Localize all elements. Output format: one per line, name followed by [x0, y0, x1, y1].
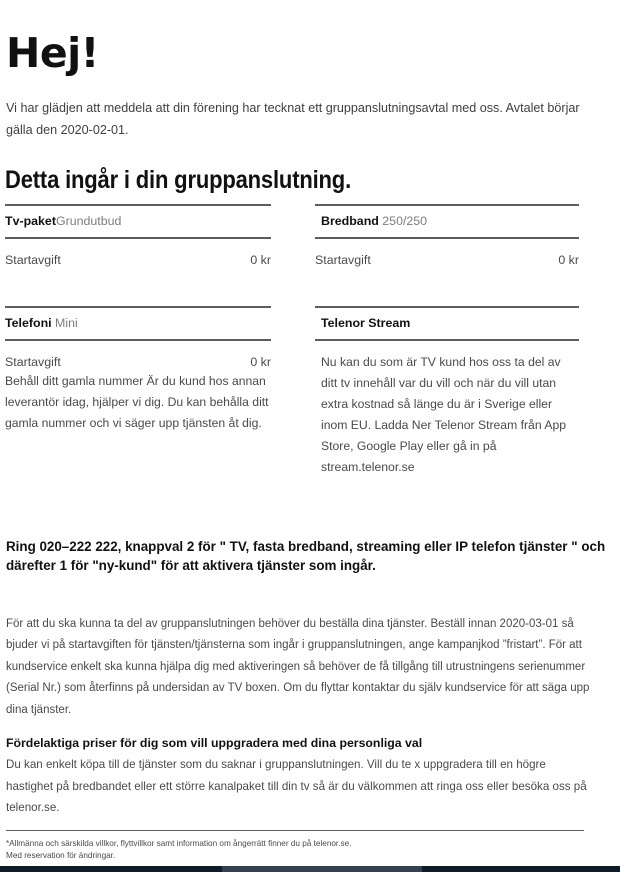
fee-value: 0 kr	[558, 253, 579, 267]
service-variant: 250/250	[382, 214, 428, 228]
service-fee-row	[5, 341, 271, 371]
footer-divider	[6, 830, 584, 831]
service-fee-row	[5, 239, 271, 269]
fee-value: 0 kr	[250, 355, 271, 369]
fee-value: 0 kr	[250, 253, 271, 267]
service-fee-row	[315, 239, 579, 269]
service-header	[5, 306, 271, 341]
footer-line-2: Med reservation för ändringar.	[6, 851, 116, 860]
upgrade-section	[6, 734, 594, 819]
service-name: Bredband	[321, 214, 379, 228]
service-box-telenor-stream	[315, 306, 579, 478]
service-box-bredband	[315, 204, 579, 269]
service-note: Behåll ditt gamla nummer Är du kund hos annan leverantör idag, hjälper vi dig. Du kan behålla ditt gamla nummer och vi säger upp tjänsten åt dig.	[5, 374, 269, 430]
upgrade-body: Du kan enkelt köpa till de tjänster som du saknar i gruppanslutningen. Vill du te x uppgradera till en högre hastighet på bredbandet eller ett större kanalpaket till din tv så är du välkommen att ringa oss eller besöka oss på telenor.se.	[6, 758, 587, 814]
footer-disclaimer	[6, 838, 586, 862]
upgrade-heading: Fördelaktiga priser för dig som vill uppgradera med dina personliga val	[6, 736, 423, 750]
service-header	[315, 306, 579, 341]
service-box-tv-paket	[5, 204, 271, 269]
body-paragraph-ordering: För att du ska kunna ta del av gruppanslutningen behöver du beställa dina tjänster. Beställ innan 2020-03-01 så bjuder vi på startavgiften för tjänsten/tjänsterna som ingår i gruppanslutningen, ange kampanjkod ”fristart”. För att kundservice enkelt ska kunna hjälpa dig med aktiveringen så behöver de få tillgång till utrustningens serienummer (Serial Nr.) som återfinns på undersidan av TV boxen. Om du flyttar kontaktar du själv kundservice för att säga upp dina tjänster.	[6, 617, 590, 716]
service-header	[315, 204, 579, 239]
bottom-band-highlight	[222, 866, 422, 872]
call-to-action-heading: Ring 020–222 222, knappval 2 för " TV, fasta bredband, streaming eller IP telefon tjänster " och därefter 1 för "ny-kund" för att aktivera tjänster som ingår.	[6, 539, 606, 574]
service-variant: Grundutbud	[55, 214, 122, 228]
service-header	[5, 204, 271, 239]
service-name: Tv-paket	[5, 214, 56, 228]
fee-label: Startavgift	[315, 253, 371, 267]
fee-label: Startavgift	[5, 253, 61, 267]
service-variant: Mini	[55, 316, 78, 330]
section-heading-included-services: Detta ingår i din gruppanslutning.	[5, 165, 352, 194]
intro-paragraph: Vi har glädjen att meddela att din förening har tecknat ett gruppanslutningsavtal med oss. Avtalet börjar gälla den 2020-02-01.	[6, 100, 580, 137]
page-title: Hej!	[6, 29, 99, 78]
service-note: Nu kan du som är TV kund hos oss ta del av ditt tv innehåll var du vill och när du vill utan extra kostnad så länge du är i Sverige eller inom EU. Ladda Ner Telenor Stream från App Store, Google Play eller gå in på stream.telenor.se	[321, 355, 567, 474]
fee-label: Startavgift	[5, 355, 61, 369]
service-name: Telenor Stream	[321, 316, 411, 330]
service-box-telefoni	[5, 306, 271, 434]
footer-line-1: *Allmänna och särskilda villkor, flyttvillkor samt information om ångerrätt finner du på telenor.se.	[6, 839, 352, 848]
service-name: Telefoni	[5, 316, 52, 330]
